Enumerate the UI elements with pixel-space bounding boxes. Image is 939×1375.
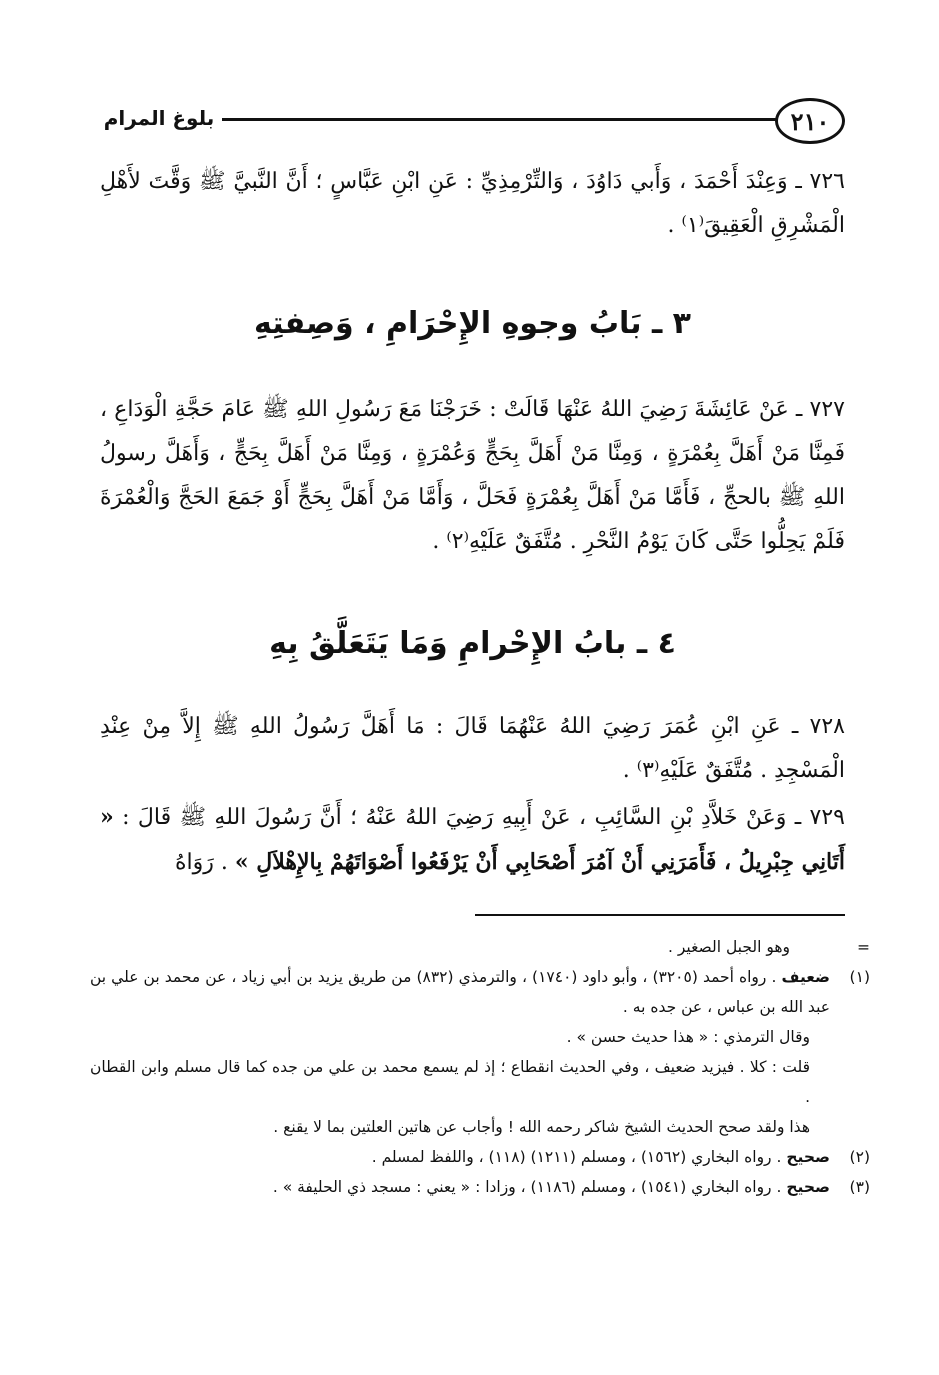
hadith-728: ٧٢٨ ـ عَنِ ابْنِ عُمَرَ رَضِيَ اللهُ عَنْهُمَا قَالَ : مَا أَهَلَّ رَسُولُ اللهِ ﷺ إِلاَّ مِنْ عِنْدِ الْمَسْجِدِ . مُتَّفَقٌ عَلَيْهِ⁽٣⁾ . bbox=[100, 714, 845, 783]
hadith-729-intro: ٧٢٩ ـ وَعَنْ خَلاَّدِ بْنِ السَّائِبِ ، عَنْ أَبِيهِ رَضِيَ اللهُ عَنْهُ ؛ أَنَّ رَسُولَ اللهِ ﷺ قَالَ : bbox=[122, 805, 845, 830]
chapter-heading-3: ٣ ـ بَابُ وجوهِ الإِحْرَامِ ، وَصِفتِهِ bbox=[254, 306, 691, 341]
footnote-text: قلت : كلا . فيزيد ضعيف ، وفي الحديث انقطاع ؛ إذ لم يسمع محمد بن علي من جده كما قال مسلم وابن القطان . bbox=[90, 1058, 810, 1106]
footnote-continuation bbox=[90, 932, 870, 962]
footnote-mark: = bbox=[857, 938, 870, 956]
footnote-mark: (١) bbox=[849, 968, 870, 986]
footnote-1 bbox=[90, 962, 870, 1022]
footnote-grade: صحيح bbox=[786, 1178, 830, 1196]
footnote-citation: . رواه أحمد (٣٢٠٥) ، وأبو داود (١٧٤٠) ، والترمذي (٨٣٢) من طريق يزيد بن أبي زياد ، عن محمد بن علي بن عبد الله بن عباس ، عن جده به . bbox=[90, 968, 830, 1016]
hadith-727: ٧٢٧ ـ عَنْ عَائِشَةَ رَضِيَ اللهُ عَنْهَا قَالَتْ : خَرَجْنَا مَعَ رَسُولِ اللهِ ﷺ عَامَ حَجَّةِ الْوَدَاعِ ، فَمِنَّا مَنْ أَهَلَّ بِعُمْرَةٍ ، وَمِنَّا مَنْ أَهَلَّ بِحَجٍّ وَعُمْرَةٍ ، وَمِنَّا مَنْ أَهَلَّ بِحَجٍّ ، وَأَهَلَّ رسولُ اللهِ ﷺ بالحجِّ ، فَأَمَّا مَنْ أَهَلَّ بِعُمْرَةٍ فَحَلَّ ، وَأَمَّا مَنْ أَهَلَّ بِحَجٍّ أَوْ جَمَعَ الحَجَّ وَالْعُمْرَةَ فَلَمْ يَحِلُّوا حَتَّى كَانَ يَوْمُ النَّحْرِ . مُتَّفَقٌ عَلَيْهِ⁽٢⁾ . bbox=[100, 397, 845, 554]
footnote-citation: . رواه البخاري (١٥٤١) ، ومسلم (١١٨٦) ، وزادا : « يعني : مسجد ذي الحليفة » . bbox=[272, 1178, 782, 1196]
footnote-text: وقال الترمذي : « هذا حديث حسن » . bbox=[566, 1028, 810, 1046]
footnote-mark: (٢) bbox=[849, 1148, 870, 1166]
chapter-heading-4: ٤ ـ بابُ الإِحْرامِ وَمَا يَتَعَلَّقُ بِهِ bbox=[269, 626, 676, 661]
footnote-grade: صحيح bbox=[786, 1148, 830, 1166]
hadith-729 bbox=[100, 795, 845, 885]
footnote-text: هذا ولقد صحح الحديث الشيخ شاكر رحمه الله ! وأجاب عن هاتين العلتين بما لا يقنع . bbox=[273, 1118, 810, 1136]
footnote-1-shakir bbox=[90, 1112, 870, 1142]
running-title: بلوغ المرام bbox=[103, 106, 215, 130]
footnote-separator bbox=[475, 914, 845, 916]
footnote-grade: ضعيف bbox=[781, 968, 830, 986]
footnote-1-qultu bbox=[90, 1052, 870, 1112]
hadith-726: ٧٢٦ ـ وَعِنْدَ أَحْمَدَ ، وَأَبي دَاوُدَ ، وَالتِّرْمِذِيِّ : عَنِ ابْنِ عَبَّاسٍ ؛ أَنَّ النَّبيَّ ﷺ وَقَّتَ لأَهْلِ الْمَشْرِقِ الْعَقِيقَ⁽١⁾ . bbox=[100, 169, 845, 238]
footnote-text bbox=[90, 1142, 830, 1172]
hadith-729-quote: « أَتَانِي جِبْرِيلُ ، فَأَمَرَنِي أَنْ آمُرَ أَصْحَابِي أَنْ يَرْفَعُوا أَصْوَاتَهُمْ بِالإِهْلاَلِ » bbox=[100, 804, 845, 875]
footnote-citation: . رواه البخاري (١٥٦٢) ، ومسلم (١٢١١) (١١٨) ، واللفظ لمسلم . bbox=[371, 1148, 782, 1166]
footnote-mark: (٣) bbox=[849, 1178, 870, 1196]
page-number: ٢١٠ bbox=[775, 98, 845, 144]
footnote-2 bbox=[90, 1142, 870, 1172]
footnote-1-tirmidhi bbox=[90, 1022, 870, 1052]
footnote-3 bbox=[90, 1172, 870, 1202]
header-rule bbox=[222, 118, 778, 121]
hadith-729-tail: . رَوَاهُ bbox=[175, 850, 228, 875]
footnote-text bbox=[90, 962, 830, 1022]
footnote-text: وهو الجبل الصغير . bbox=[667, 938, 790, 956]
footnote-text bbox=[90, 1172, 830, 1202]
footnotes bbox=[90, 932, 870, 1202]
